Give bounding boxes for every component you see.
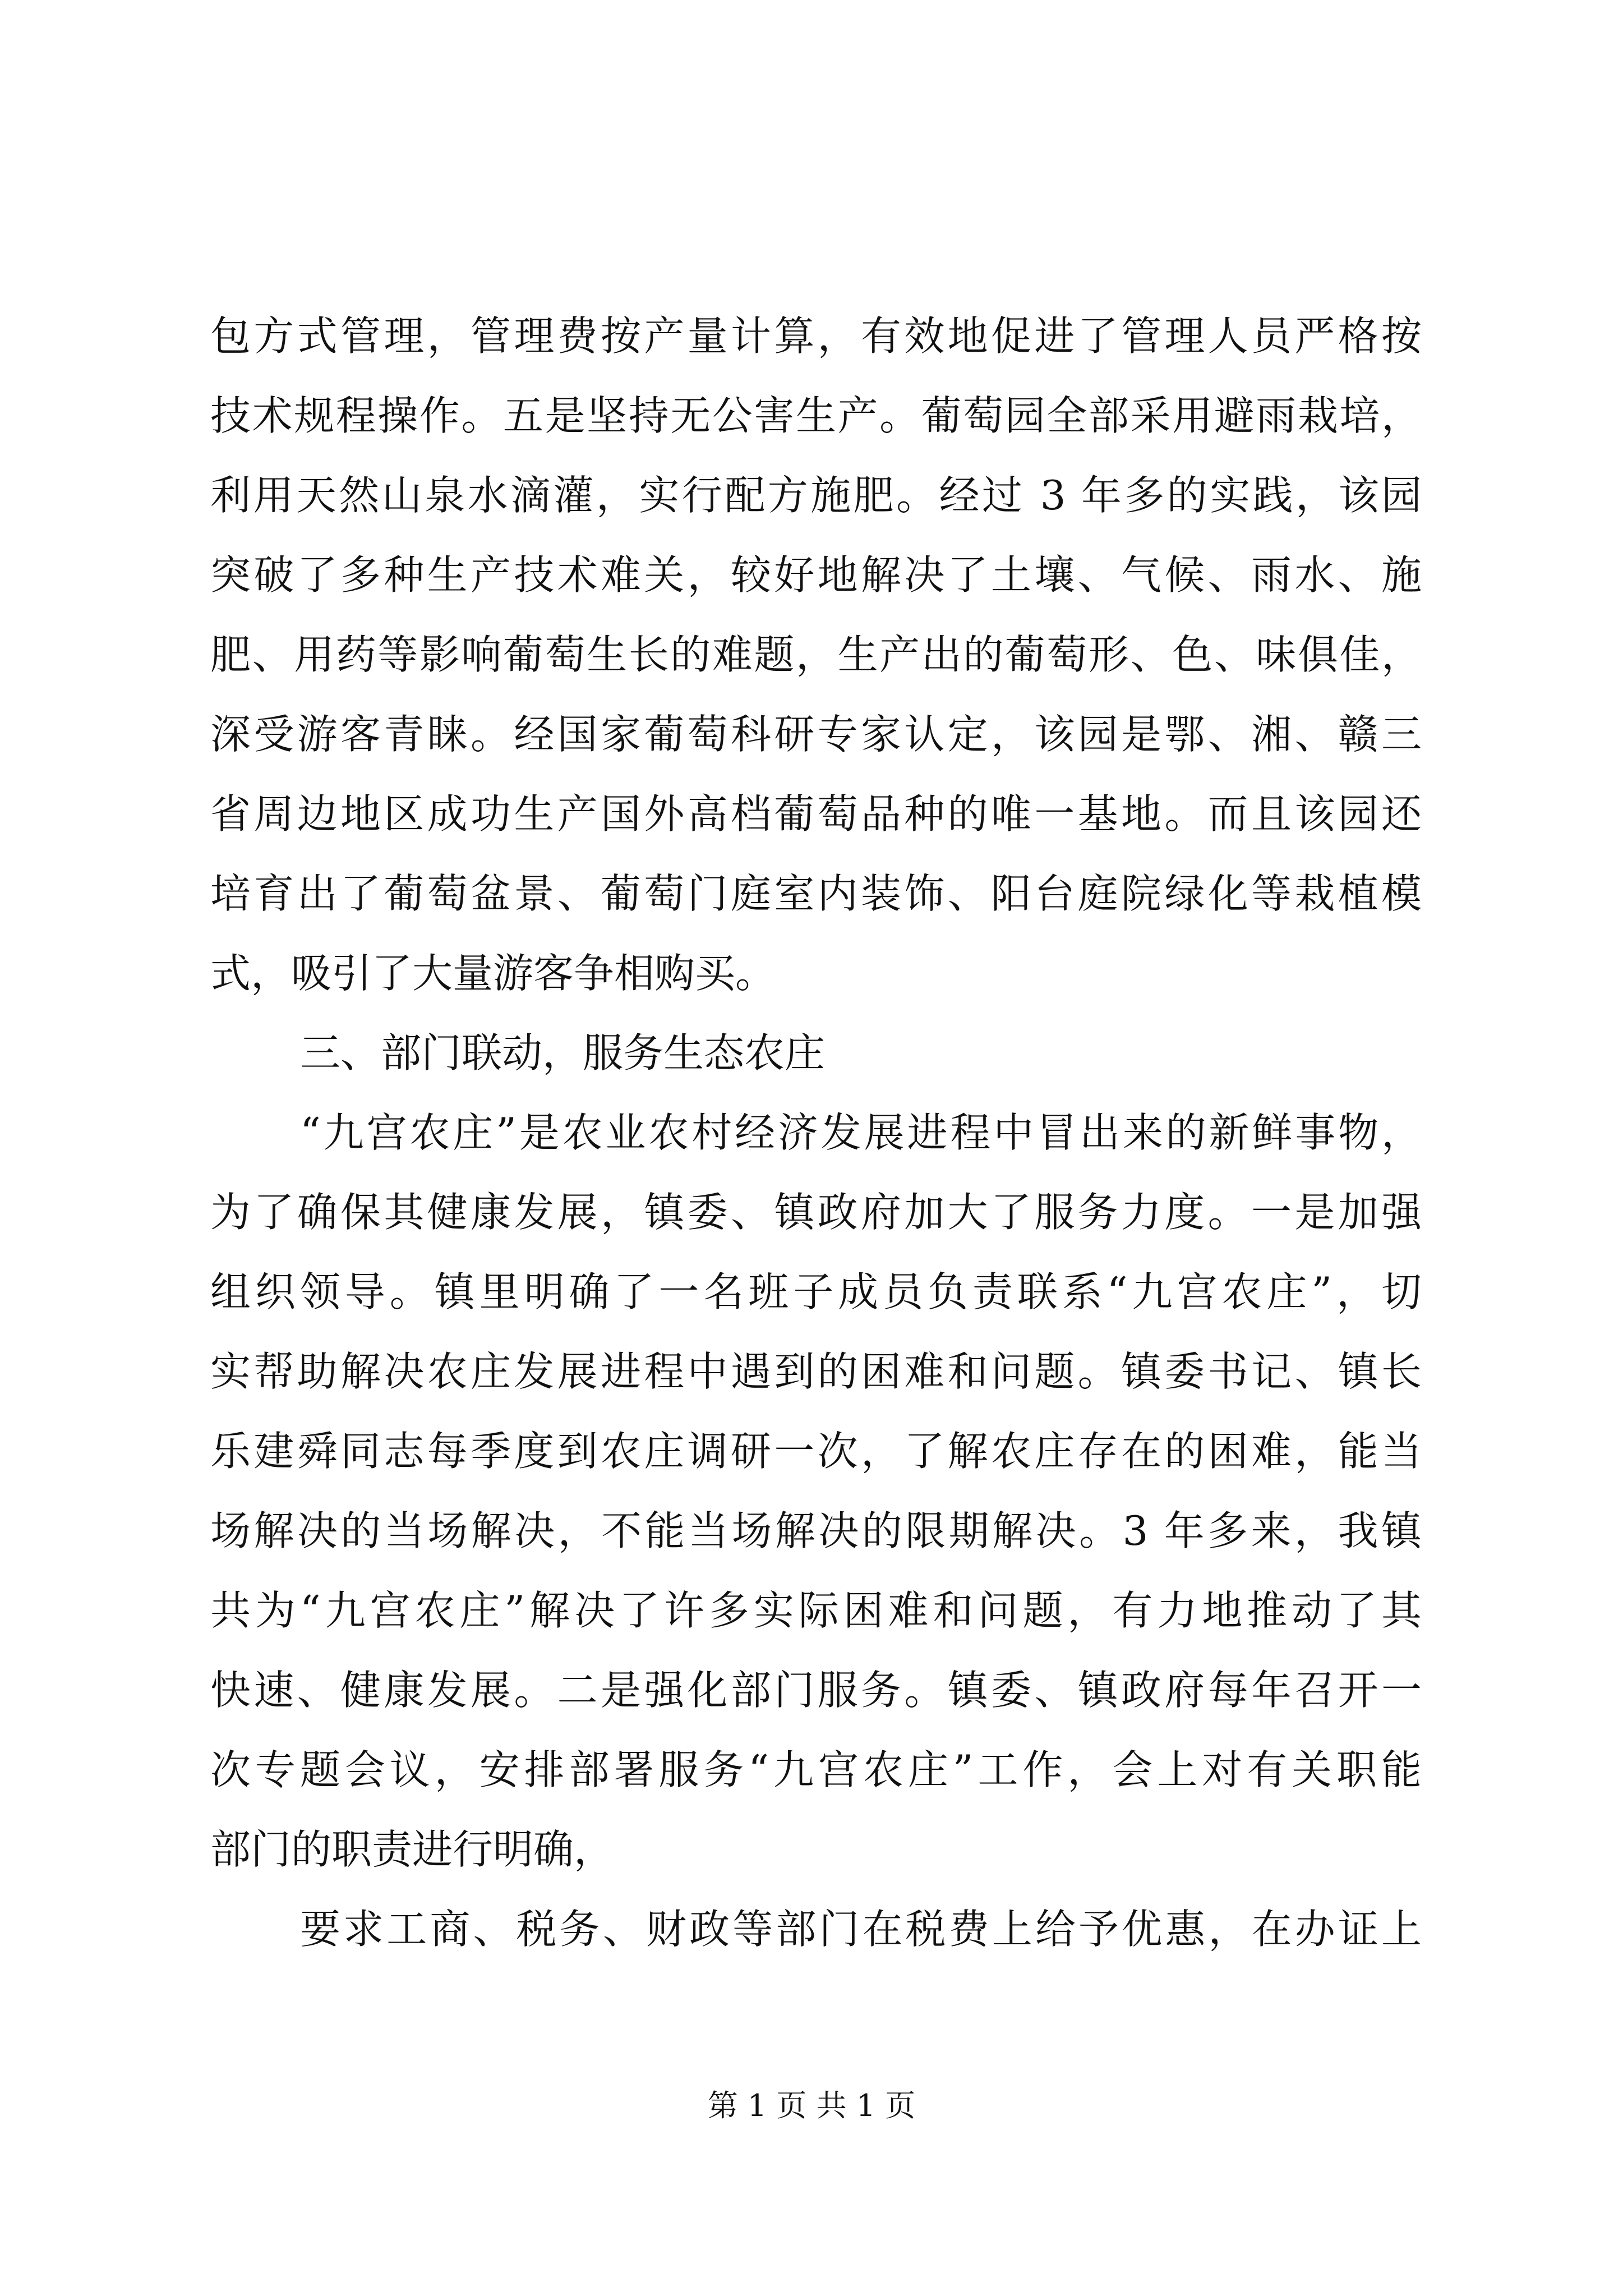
body-line: 肥、用药等影响葡萄生长的难题，生产出的葡萄形、色、味俱佳， [210, 631, 1422, 678]
document-body [210, 296, 1422, 1969]
body-line: 次专题会议，安排部署服务“九宫农庄”工作，会上对有关职能 [210, 1746, 1422, 1793]
body-line: 场解决的当场解决，不能当场解决的限期解决。3 年多来，我镇 [210, 1507, 1422, 1554]
body-line: 突破了多种生产技术难关，较好地解决了土壤、气候、雨水、施 [210, 551, 1422, 599]
section-heading: 三、部门联动，服务生态农庄 [300, 1029, 826, 1076]
body-line: 为了确保其健康发展，镇委、镇政府加大了服务力度。一是加强 [210, 1189, 1422, 1236]
body-line: 要求工商、税务、财政等部门在税费上给予优惠，在办证上 [300, 1906, 1422, 1953]
body-line: 培育出了葡萄盆景、葡萄门庭室内装饰、阳台庭院绿化等栽植模 [210, 870, 1422, 917]
body-line: “九宫农庄”是农业农村经济发展进程中冒出来的新鲜事物， [300, 1109, 1422, 1156]
body-line: 乐建舜同志每季度到农庄调研一次，了解农庄存在的困难，能当 [210, 1428, 1422, 1475]
body-line: 实帮助解决农庄发展进程中遇到的困难和问题。镇委书记、镇长 [210, 1348, 1422, 1395]
body-line: 组织领导。镇里明确了一名班子成员负责联系“九宫农庄”，切 [210, 1268, 1422, 1315]
body-line: 深受游客青睐。经国家葡萄科研专家认定，该园是鄂、湘、赣三 [210, 711, 1422, 758]
body-line: 部门的职责进行明确， [210, 1826, 615, 1873]
body-line: 省周边地区成功生产国外高档葡萄品种的唯一基地。而且该园还 [210, 790, 1422, 838]
body-line: 式，吸引了大量游客争相购买。 [210, 950, 776, 997]
body-line: 利用天然山泉水滴灌，实行配方施肥。经过 3 年多的实践，该园 [210, 472, 1422, 519]
body-line: 包方式管理，管理费按产量计算，有效地促进了管理人员严格按 [210, 312, 1422, 360]
page-footer: 第 1 页 共 1 页 [707, 2088, 916, 2123]
body-line: 技术规程操作。五是坚持无公害生产。葡萄园全部采用避雨栽培， [210, 392, 1422, 439]
body-line: 共为“九宫农庄”解决了许多实际困难和问题，有力地推动了其 [210, 1587, 1422, 1634]
body-line: 快速、健康发展。二是强化部门服务。镇委、镇政府每年召开一 [210, 1667, 1422, 1714]
